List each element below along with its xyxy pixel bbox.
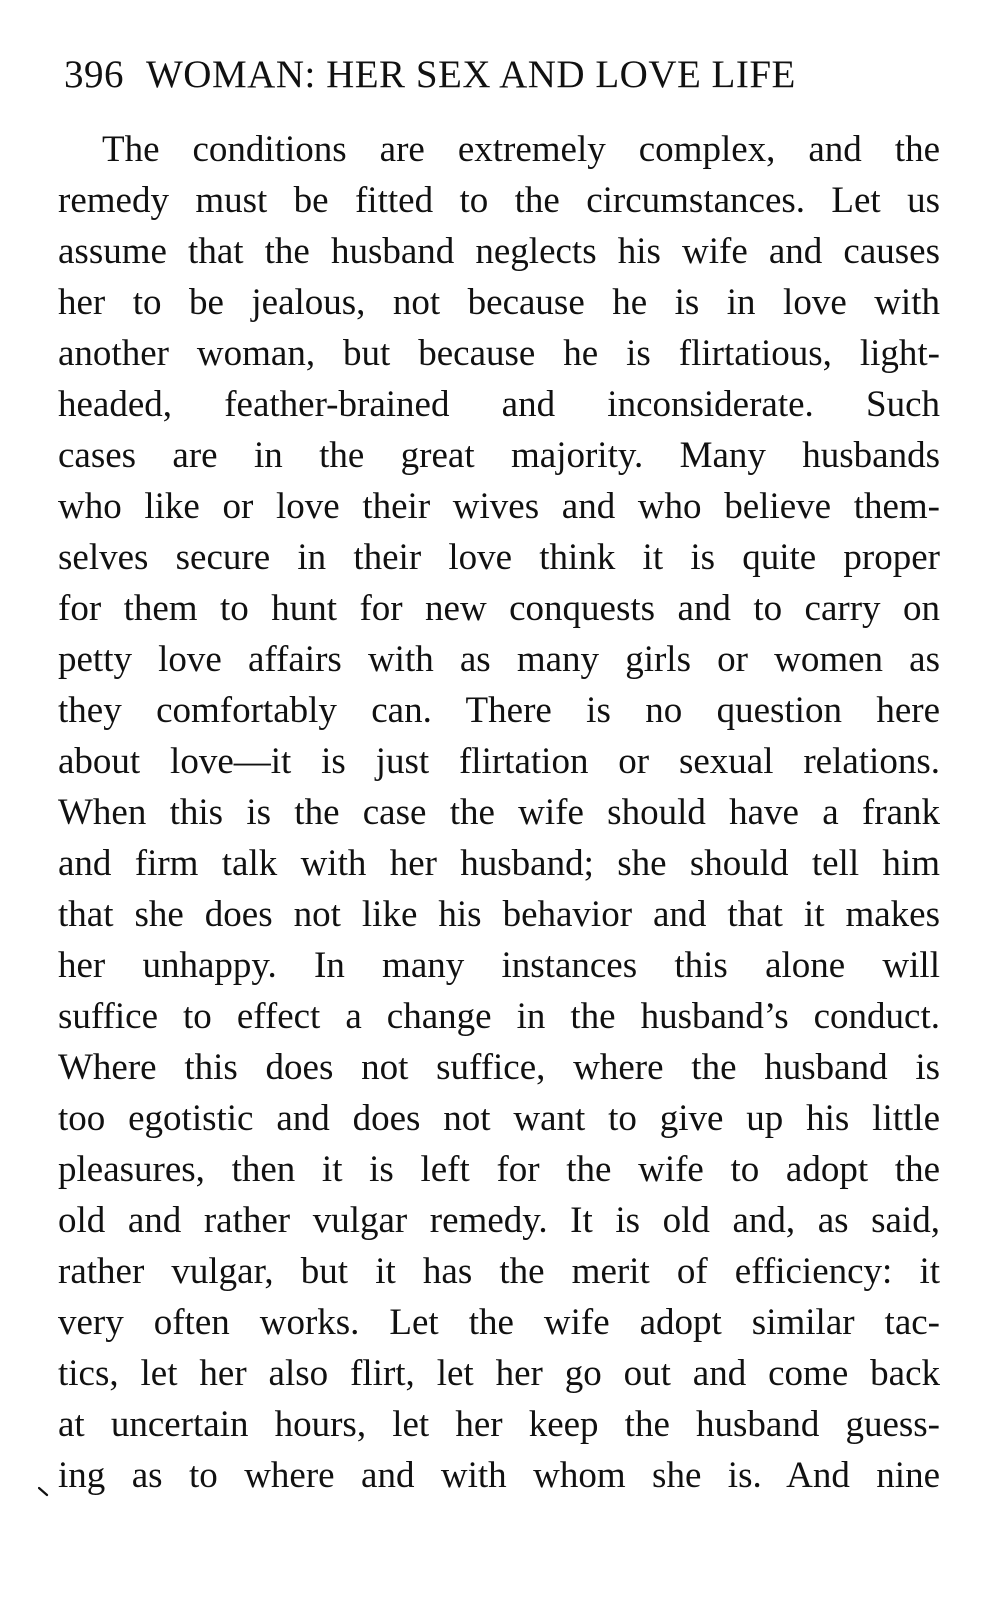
text-line: for them to hunt for new conquests and to carry on bbox=[58, 588, 940, 629]
text-line: and firm talk with her husband; she should tell him bbox=[58, 843, 940, 884]
text-line: her unhappy. In many instances this alone will bbox=[58, 945, 940, 986]
running-head bbox=[64, 52, 944, 100]
text-line: they comfortably can. There is no question here bbox=[58, 690, 940, 731]
text-line: remedy must be fitted to the circumstances. Let us bbox=[58, 180, 940, 221]
text-line: another woman, but because he is flirtatious, light- bbox=[58, 333, 940, 374]
text-line: at uncertain hours, let her keep the husband guess- bbox=[58, 1404, 940, 1445]
ink-speck-mark bbox=[38, 1486, 50, 1498]
text-line: that she does not like his behavior and that it makes bbox=[58, 894, 940, 935]
text-line: headed, feather-brained and inconsiderate. Such bbox=[58, 384, 940, 425]
text-line: Where this does not suffice, where the husband is bbox=[58, 1047, 940, 1088]
book-title: WOMAN: HER SEX AND LOVE LIFE bbox=[146, 53, 796, 96]
text-line: old and rather vulgar remedy. It is old and, as said, bbox=[58, 1200, 940, 1241]
text-line: very often works. Let the wife adopt similar tac- bbox=[58, 1302, 940, 1343]
text-line: her to be jealous, not because he is in love with bbox=[58, 282, 940, 323]
text-line: ing as to where and with whom she is. And nine bbox=[58, 1455, 940, 1496]
text-line: tics, let her also flirt, let her go out and come back bbox=[58, 1353, 940, 1394]
page-number: 396 bbox=[64, 53, 124, 96]
text-line: When this is the case the wife should have a frank bbox=[58, 792, 940, 833]
text-line: pleasures, then it is left for the wife to adopt the bbox=[58, 1149, 940, 1190]
text-line: The conditions are extremely complex, and the bbox=[102, 129, 940, 170]
text-line: suffice to effect a change in the husband’s conduct. bbox=[58, 996, 940, 1037]
body-paragraph bbox=[58, 124, 940, 1501]
text-line: petty love affairs with as many girls or women as bbox=[58, 639, 940, 680]
text-line: cases are in the great majority. Many husbands bbox=[58, 435, 940, 476]
text-line: too egotistic and does not want to give up his little bbox=[58, 1098, 940, 1139]
text-line: assume that the husband neglects his wife and causes bbox=[58, 231, 940, 272]
text-line: selves secure in their love think it is quite proper bbox=[58, 537, 940, 578]
text-line: about love—it is just flirtation or sexual relations. bbox=[58, 741, 940, 782]
text-line: who like or love their wives and who believe them- bbox=[58, 486, 940, 527]
text-line: rather vulgar, but it has the merit of efficiency: it bbox=[58, 1251, 940, 1292]
